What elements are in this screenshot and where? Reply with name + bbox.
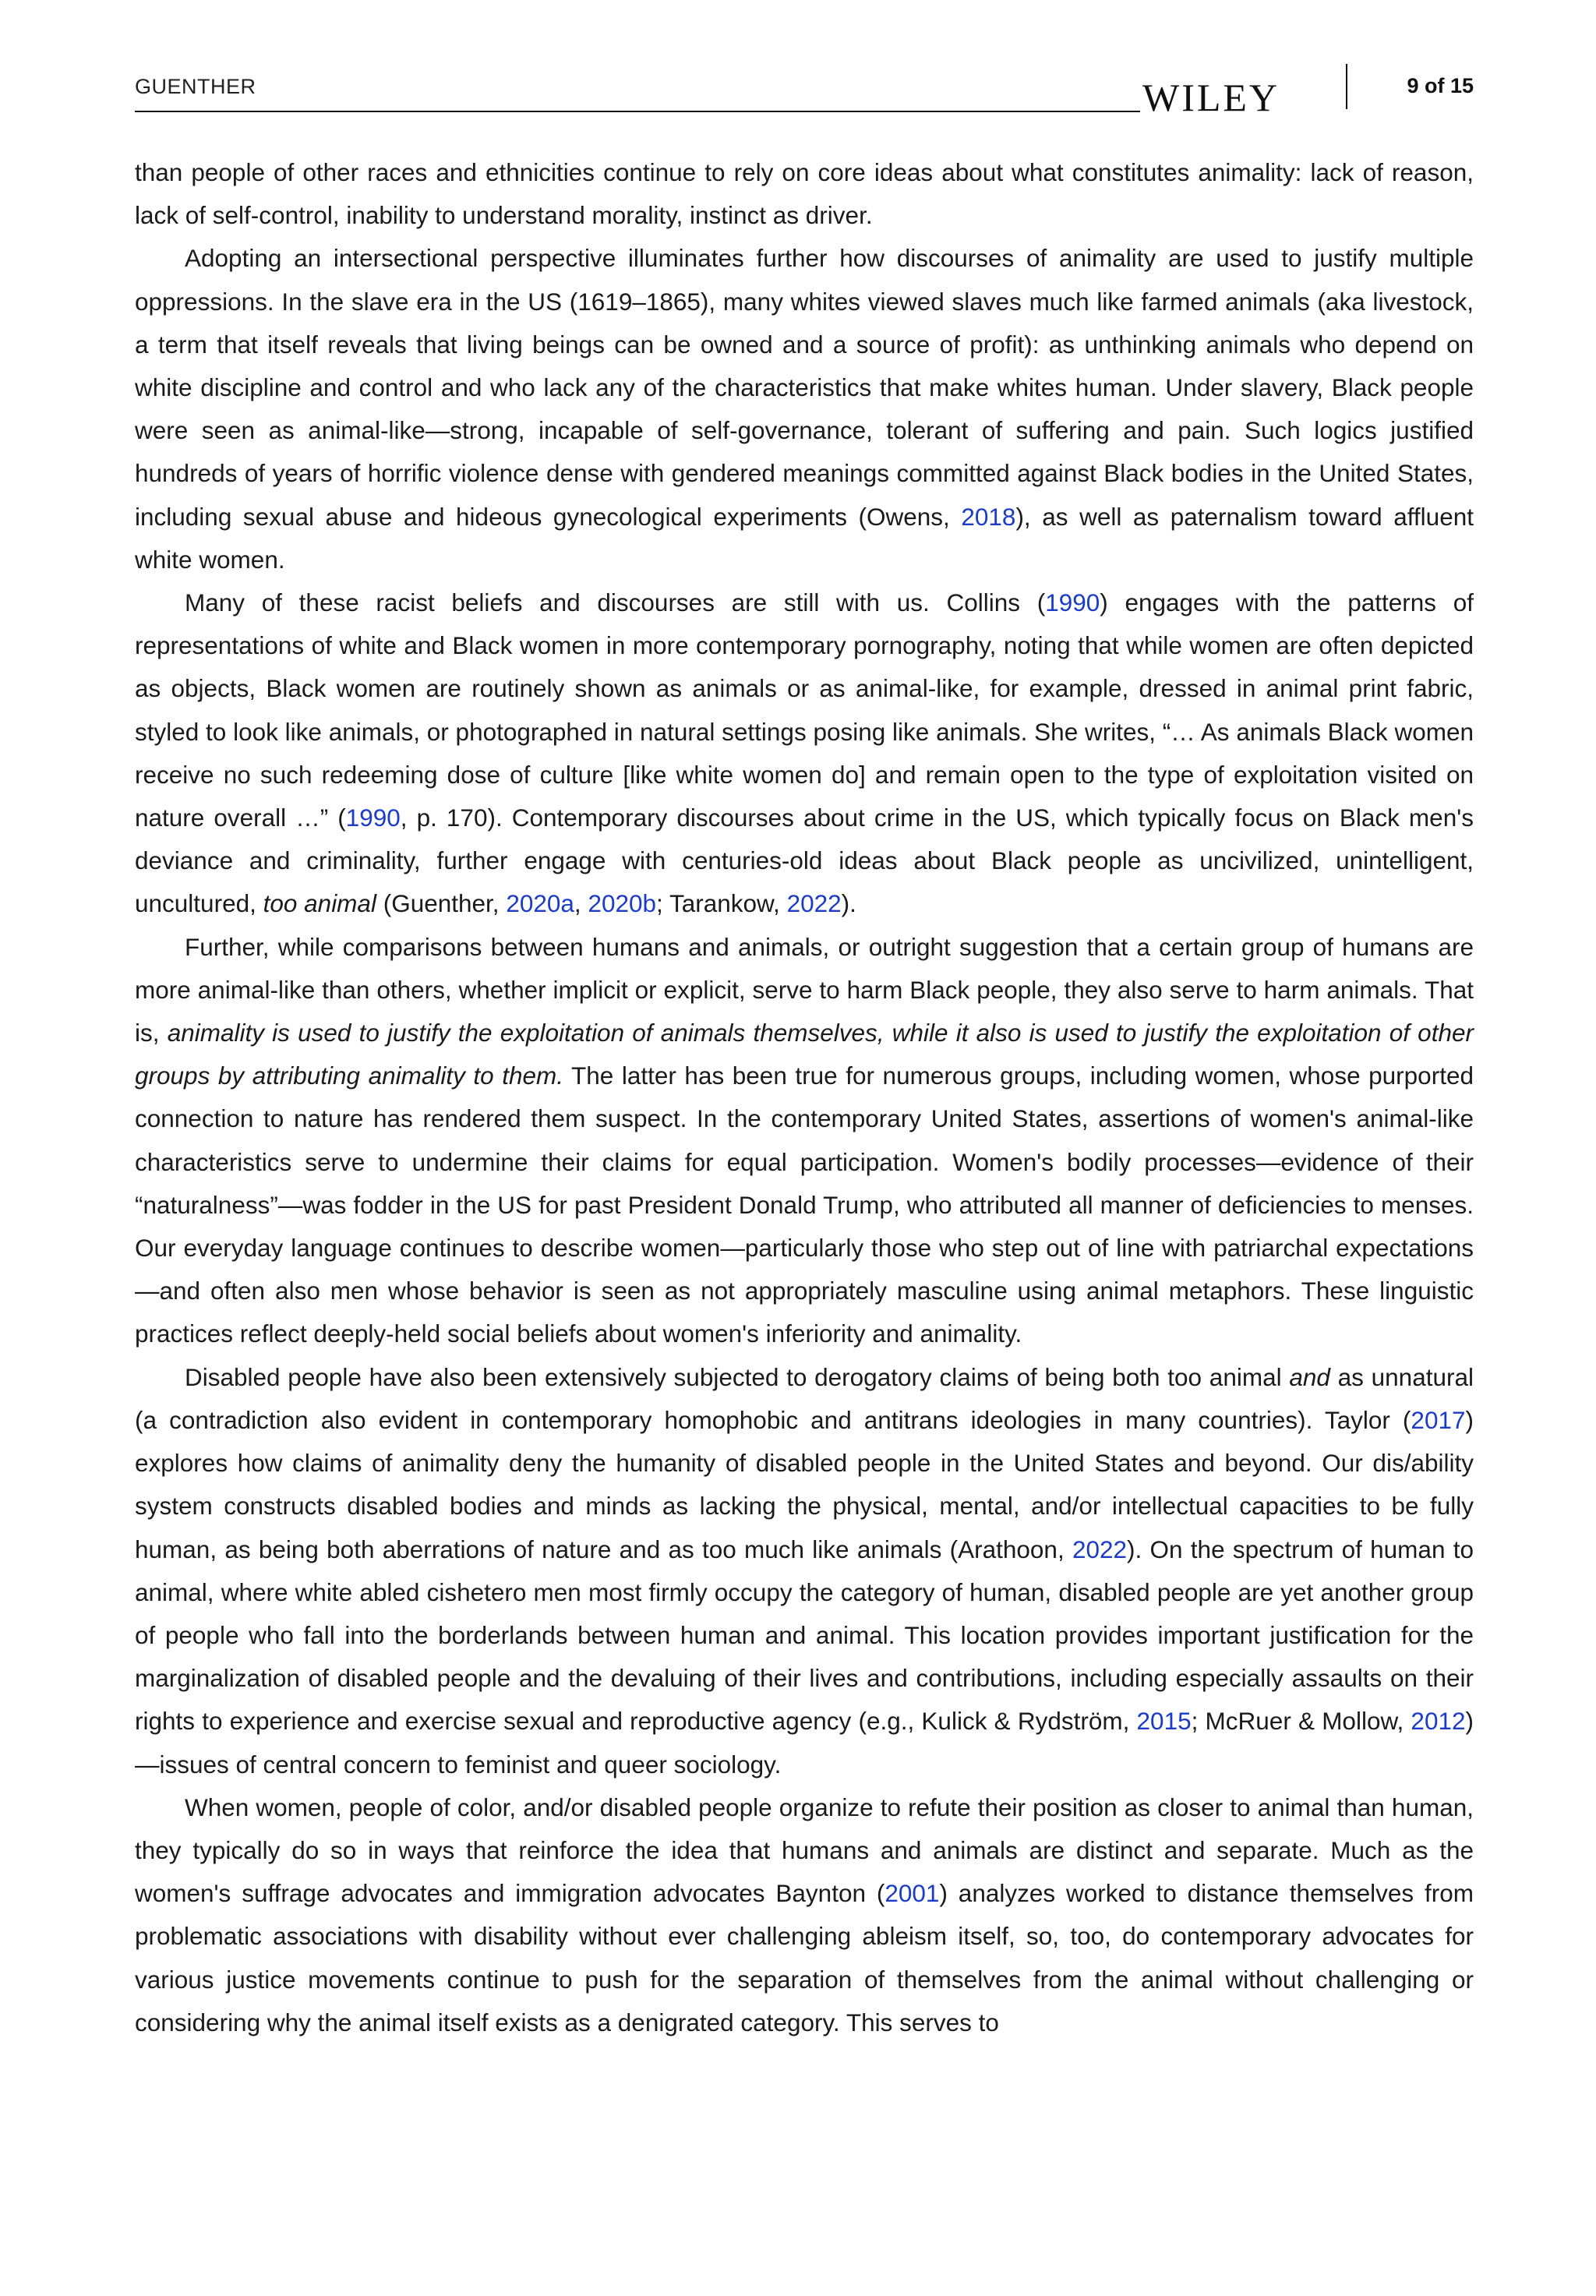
text-run: ).	[841, 889, 856, 918]
text-run: Further, while comparisons between humans and animals, or outright suggestion that a certain group of humans are more animal-like than others, whether implicit or explicit, serve to harm Black people, they also serve to harm animals. That is,	[135, 932, 1474, 1047]
text-run: Adopting an intersectional perspective illuminates further how discourses of animality are used to justify multiple oppressions. In the slave era in the US (1619–1865), many whites viewed slaves much like farmed animals (aka livestock, a term that itself reveals that living beings can be owned and a source of profit): as unthinking animals who depend on white discipline and control and who lack any of the characteristics that make whites human. Under slavery, Black people were seen as animal-like—strong, incapable of self-governance, tolerant of suffering and pain. Such logics justified hundreds of years of horrific violence dense with gendered meanings committed against Black bodies in the United States, including sexual abuse and hideous gynecological experiments (Owens,	[135, 244, 1474, 531]
wiley-logo: WILEY	[1142, 76, 1280, 119]
text-run: ) engages with the patterns of representations of white and Black women in more contemporary pornography, noting that while women are often depicted as objects, Black women are routinely shown as animals or as animal-like, for example, dressed in animal print fabric, styled to look like animals, or photographed in natural settings posing like animals. She writes, “… As animals Black women receive no such redeeming dose of culture [like white women do] and remain open to the type of exploitation visited on nature overall …” (	[135, 588, 1474, 832]
paragraph	[135, 1356, 1474, 1786]
citation-link[interactable]: 2022	[786, 889, 842, 918]
running-head: GUENTHER	[135, 75, 256, 98]
emphasized-text: animality is used to justify the exploitation of animals themselves, while it also is used to justify the exploitation of other groups by attributing animality to them.	[135, 1019, 1474, 1090]
header-rule	[135, 111, 1140, 112]
text-run: , p. 170). Contemporary discourses about crime in the US, which typically focus on Black men's deviance and criminality, further engage with centuries-old ideas about Black people as uncivilized, unintelligent, uncultured,	[135, 804, 1474, 918]
text-run: When women, people of color, and/or disabled people organize to refute their position as closer to animal than human, they typically do so in ways that reinforce the idea that humans and animals are distinct and separate. Much as the women's suffrage advocates and immigration advocates Baynton (	[135, 1793, 1474, 1908]
text-run: as unnatural (a contradiction also evident in contemporary homophobic and antitrans ideologies in many countries). Taylor (	[135, 1362, 1474, 1434]
citation-link[interactable]: 2012	[1411, 1707, 1466, 1736]
paragraph	[135, 237, 1474, 581]
paragraph	[135, 926, 1474, 1356]
text-run: ) explores how claims of animality deny the humanity of disabled people in the United States and beyond. Our dis/ability system constructs disabled bodies and minds as lacking the physical, mental, and/or intellectual capacities to be fully human, as being both aberrations of nature and as too much like animals (Arathoon,	[135, 1405, 1474, 1563]
citation-link[interactable]: 2020b	[588, 889, 657, 918]
text-run: )—issues of central concern to feminist and queer sociology.	[135, 1707, 1474, 1779]
citation-link[interactable]: 2022	[1072, 1535, 1128, 1563]
text-run: ), as well as paternalism toward affluent white women.	[135, 502, 1474, 574]
emphasized-text: and	[1289, 1362, 1330, 1391]
citation-link[interactable]: 1990	[1045, 588, 1100, 617]
text-run: (Guenther,	[376, 889, 507, 918]
header-divider	[1346, 64, 1347, 109]
citation-link[interactable]: 2001	[885, 1879, 940, 1908]
page-number: 9 of 15	[1407, 74, 1474, 97]
page-header	[135, 64, 1474, 119]
citation-link[interactable]: 1990	[345, 804, 401, 832]
text-run: ). On the spectrum of human to animal, where white abled cishetero men most firmly occupy the category of human, disabled people are yet another group of people who fall into the borderlands between human and animal. This location provides important justification for the marginalization of disabled people and the devaluing of their lives and contributions, including especially assaults on their rights to experience and exercise sexual and reproductive agency (e.g., Kulick & Rydström,	[135, 1535, 1474, 1736]
citation-link[interactable]: 2017	[1411, 1405, 1466, 1434]
citation-link[interactable]: 2020a	[506, 889, 574, 918]
text-run: Disabled people have also been extensively subjected to derogatory claims of being both too animal	[185, 1362, 1290, 1391]
text-run: ; McRuer & Mollow,	[1191, 1707, 1411, 1736]
citation-link[interactable]: 2015	[1136, 1707, 1192, 1736]
text-run: The latter has been true for numerous groups, including women, whose purported connection to nature has rendered them suspect. In the contemporary United States, assertions of women's animal-like characteristics serve to undermine their claims for equal participation. Women's bodily processes—evidence of their “naturalness”—was fodder in the US for past President Donald Trump, who attributed all manner of deficiencies to menses. Our everyday language continues to describe women—particularly those who step out of line with patriarchal expectations—and often also men whose behavior is seen as not appropriately masculine using animal metaphors. These linguistic practices reflect deeply-held social beliefs about women's inferiority and animality.	[135, 1061, 1474, 1348]
text-run: ; Tarankow,	[656, 889, 787, 918]
text-run: ) analyzes worked to distance themselves from problematic associations with disability without ever challenging ableism itself, so, too, do contemporary advocates for various justice movements continue to push for the separation of themselves from the animal without challenging or considering why the animal itself exists as a denigrated category. This serves to	[135, 1879, 1474, 2036]
text-run: Many of these racist beliefs and discourses are still with us. Collins (	[185, 588, 1046, 617]
paragraph	[135, 151, 1474, 237]
text-run: ,	[574, 889, 588, 918]
article-body	[135, 151, 1474, 2044]
paragraph	[135, 1786, 1474, 2044]
emphasized-text: too animal	[263, 889, 376, 918]
paragraph	[135, 581, 1474, 926]
citation-link[interactable]: 2018	[961, 502, 1016, 531]
text-run: than people of other races and ethnicities continue to rely on core ideas about what constitutes animality: lack of reason, lack of self-control, inability to understand morality, instinct as driver.	[135, 158, 1474, 230]
